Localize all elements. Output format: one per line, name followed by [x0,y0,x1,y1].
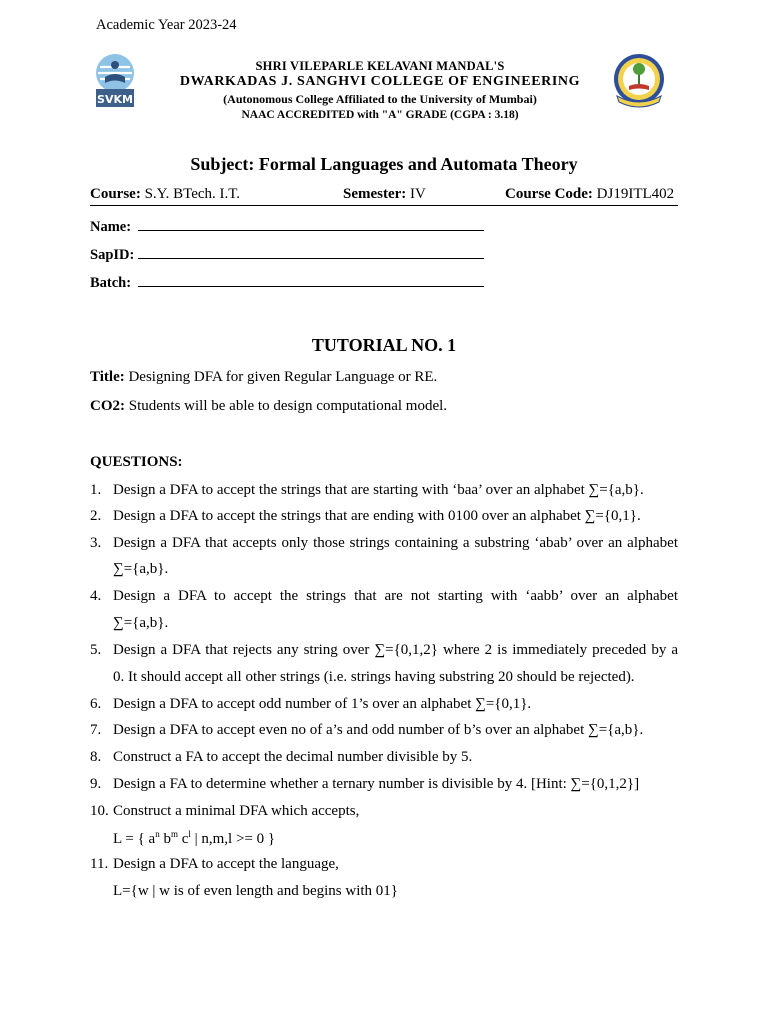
name-label: Name: [90,219,132,235]
title-line [90,369,437,386]
batch-blank[interactable] [138,274,484,287]
question-text: Design a FA to determine whether a ternary number is divisible by 4. [Hint: ∑={0,1,2}] [113,776,640,792]
college-emblem [609,52,669,110]
course-label: Course: [90,186,141,202]
header-line-4: NAAC ACCREDITED with "A" GRADE (CGPA : 3.18) [241,109,519,121]
question-text: Construct a FA to accept the decimal number divisible by 5. [113,749,473,765]
question-number: 7. [90,722,102,738]
formula-exp-m: m [170,829,178,839]
question-text: Design a DFA that rejects any string over ∑={0,1,2} where 2 is immediately preceded by a [113,642,678,658]
svkm-logo [92,53,138,109]
question-text-continued: ∑={a,b}. [113,615,169,631]
course-code-label: Course Code: [505,186,593,202]
academic-year: Academic Year 2023-24 [96,17,237,33]
svkm-logo-icon [92,53,138,109]
course-info-row [90,186,678,206]
semester-info [343,186,426,203]
formula-exp-n: n [155,829,160,839]
svg-text:SVKM: SVKM [97,93,133,106]
question-text-continued: ∑={a,b}. [113,561,169,577]
course-outcome-line [90,398,447,415]
question-text: Design a DFA to accept the strings that are starting with ‘baa’ over an alphabet ∑={a,b}. [113,482,644,498]
language-formula [113,829,678,848]
course-code-value: DJ19ITL402 [592,186,675,202]
question-text: Construct a minimal DFA which accepts, [113,803,360,819]
sapid-blank[interactable] [138,246,484,259]
question-text-continued: 0. It should accept all other strings (i.e. strings having substring 20 should be rejected). [113,669,635,685]
question-text: Design a DFA to accept even no of a’s and odd number of b’s over an alphabet ∑={a,b}. [113,722,644,738]
title-label: Title: [90,369,125,385]
course-code-info [505,186,674,203]
formula-c: c [177,831,189,847]
semester-label: Semester: [343,186,407,202]
header-line-1: SHRI VILEPARLE KELAVANI MANDAL'S [255,59,505,73]
name-blank[interactable] [138,218,484,231]
question-number: 5. [90,642,102,658]
course-value: S.Y. BTech. I.T. [140,186,241,202]
college-emblem-icon [609,52,669,110]
sapid-label: SapID: [90,247,135,263]
question-number: 10. [90,803,109,819]
question-number: 6. [90,696,102,712]
co-label: CO2: [90,398,125,414]
question-number: 1. [90,482,102,498]
question-number: 9. [90,776,102,792]
batch-label: Batch: [90,275,132,291]
college-name: DWARKADAS J. SANGHVI COLLEGE OF ENGINEERING [179,74,581,89]
question-text: Design a DFA to accept the strings that are ending with 0100 over an alphabet ∑={0,1}. [113,508,641,524]
question-number: 11. [90,856,109,872]
formula-b: b [159,831,171,847]
question-text-continued: L={w | w is of even length and begins with 01} [113,883,398,899]
question-number: 2. [90,508,102,524]
question-number: 3. [90,535,102,551]
questions-heading: QUESTIONS: [90,454,183,470]
tutorial-title: TUTORIAL NO. 1 [311,335,457,355]
formula-exp-l: l [188,829,191,839]
header-line-3: (Autonomous College Affiliated to the University of Mumbai) [223,92,537,106]
formula-suffix: | n,m,l >= 0 } [190,831,276,847]
co-value: Students will be able to design computational model. [125,398,448,414]
semester-value: IV [406,186,426,202]
sapid-field [90,246,484,264]
question-number: 4. [90,588,102,604]
question-text: Design a DFA to accept the strings that are not starting with ‘aabb’ over an alphabet [113,588,678,604]
batch-field [90,274,484,292]
course-info [90,186,240,203]
question-text: Design a DFA to accept odd number of 1’s over an alphabet ∑={0,1}. [113,696,532,712]
question-number: 8. [90,749,102,765]
title-value: Designing DFA for given Regular Language or RE. [124,369,438,385]
question-text: Design a DFA that accepts only those strings containing a substring ‘abab’ over an alphabet [113,535,678,551]
name-field [90,218,484,236]
formula-prefix: L = { a [113,831,156,847]
question-text: Design a DFA to accept the language, [113,856,339,872]
subject-title: Subject: Formal Languages and Automata Theory [190,154,578,174]
